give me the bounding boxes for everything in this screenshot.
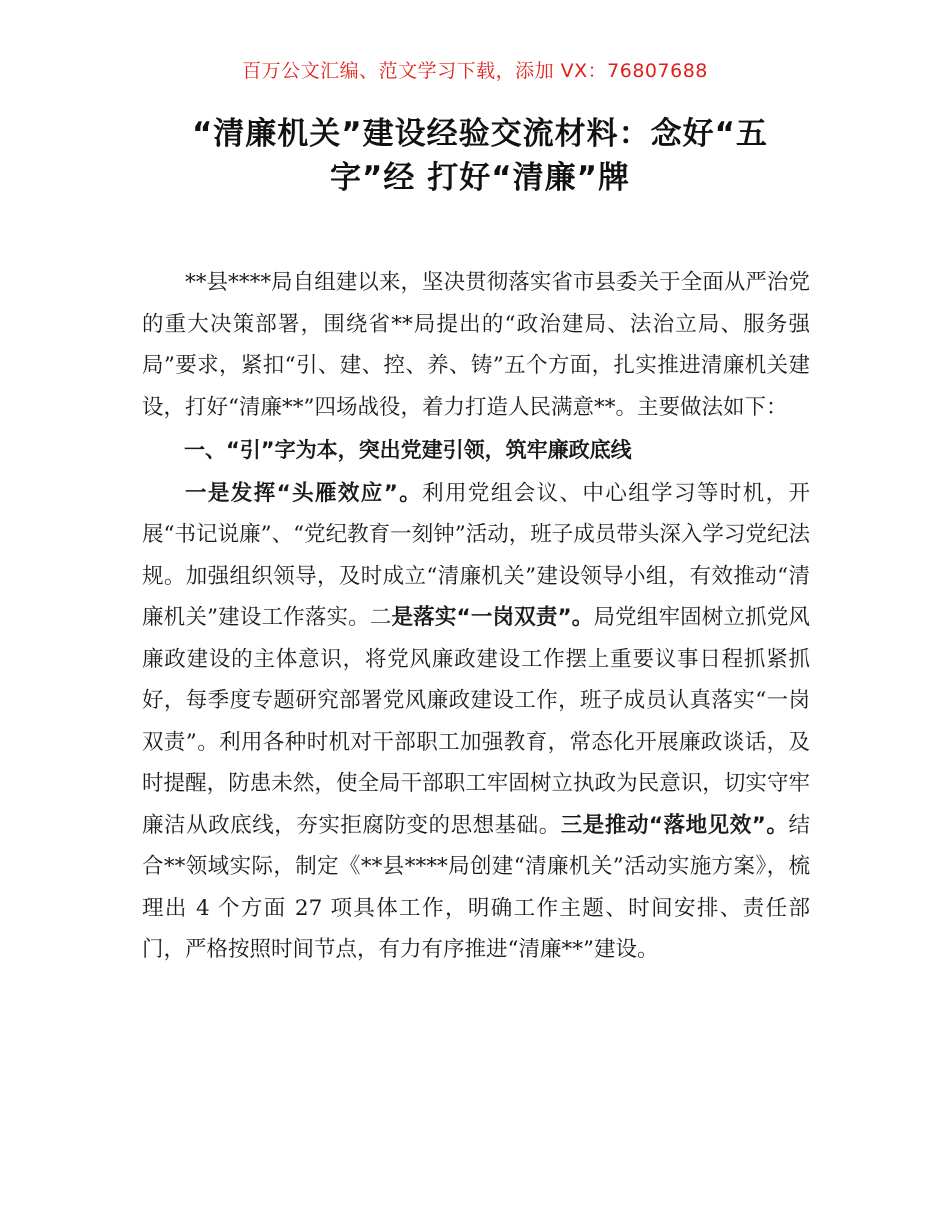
document-title [150, 112, 810, 200]
point-3-text: 结合**领域实际，制定《**县****局创建“清廉机关”活动实施方案》，梳理出 4 个方面 27 项具体工作，明确工作主题、时间安排、责任部门，严格按照时间节点，有力有序推进“清廉**”建设。 [142, 812, 810, 962]
section-heading: 一、“引”字为本，突出党建引领，筑牢廉政底线 [184, 438, 632, 462]
point-1-text: 利用党组会议、中心组学习等时机，开展“书记说廉”、“党纪教育一刻钟”活动，班子成员带头深入学习党纪法规。加强组织领导，及时成立“清廉机关”建设领导小组，有效推动“清廉机关”建设工作落实。二 [142, 480, 810, 630]
section-paragraph [142, 473, 810, 971]
point-3-lead: 三是推动“落地见效”。 [560, 812, 789, 838]
title-line-2: 字”经 打好“清廉”牌 [330, 160, 630, 196]
point-1-lead: 一是发挥“头雁效应”。 [185, 480, 423, 506]
title-line-1: “清廉机关”建设经验交流材料：念好“五 [191, 116, 769, 152]
intro-paragraph: **县****局自组建以来，坚决贯彻落实省市县委关于全面从严治党的重大决策部署，围绕省**局提出的“政治建局、法治立局、服务强局”要求，紧扣“引、建、控、养、铸”五个方面，扎实推进清廉机关建设，打好“清廉**”四场战役，着力打造人民满意**。主要做法如下： [142, 270, 810, 420]
document-body [142, 262, 810, 971]
point-2-text: 局党组牢固树立抓党风廉政建设的主体意识，将党风廉政建设工作摆上重要议事日程抓紧抓好，每季度专题研究部署党风廉政建设工作，班子成员认真落实“一岗双责”。利用各种时机对干部职工加强教育，常态化开展廉政谈话，及时提醒，防患未然，使全局干部职工牢固树立执政为民意识，切实守牢廉洁从政底线，夯实拒腐防变的思想基础。 [142, 605, 810, 838]
point-2-lead: 是落实“一岗双责”。 [391, 605, 594, 630]
promo-banner: 百万公文汇编、范文学习下载，添加 VX：76807688 [242, 60, 708, 82]
